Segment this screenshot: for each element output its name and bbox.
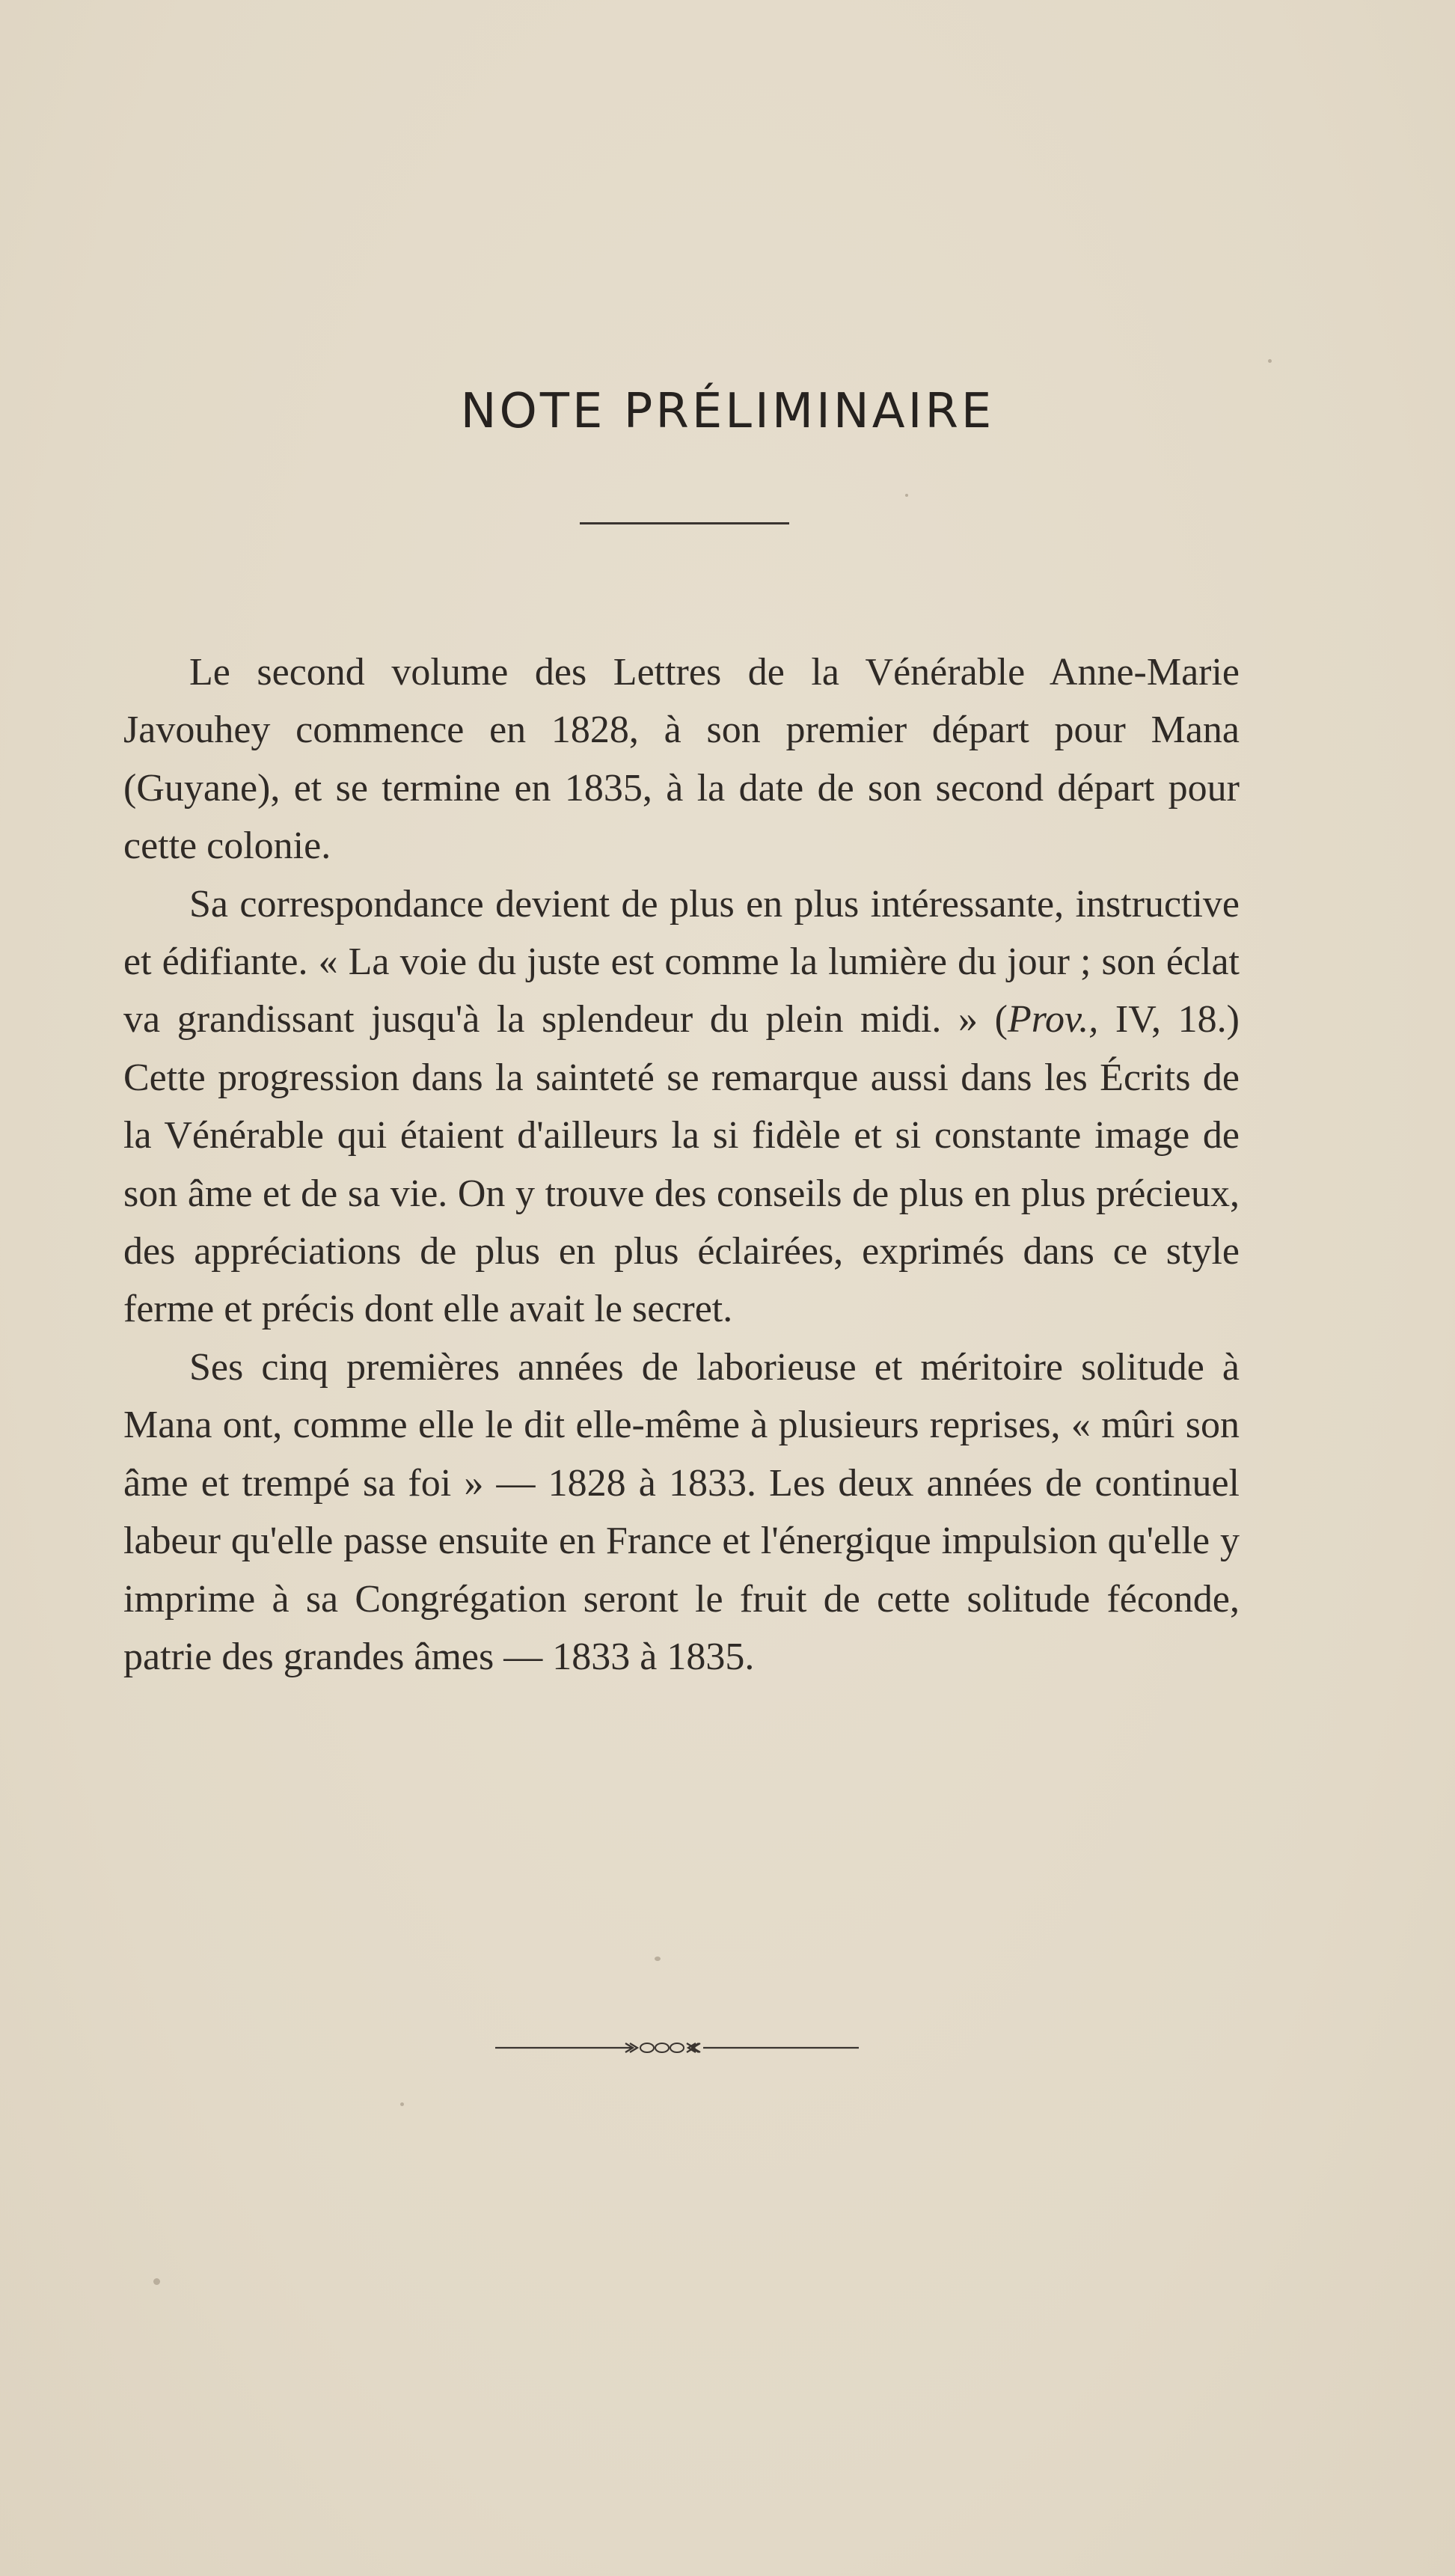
paper-speck (655, 1957, 661, 1961)
paper-speck (400, 2102, 404, 2106)
paragraph-3 (123, 1339, 1240, 1686)
paragraph-2-text-before: Sa correspondance devient de plus en plus intéressante, instructive et édifiante. « La voie du juste est comme la lumière du jour ; son éclat va grandissant jusqu'à la splendeur du plein midi. » ( (123, 882, 1240, 1041)
paragraph-1-text: Le second volume des Lettres de la Vénérable Anne-Marie Javouhey commence en 1828, à son premier départ pour Mana (Guyane), et se termine en 1835, à la date de son second départ pour cette colonie. (123, 651, 1240, 868)
ornament-divider-icon (494, 2033, 860, 2063)
page-title: NOTE PRÉLIMINAIRE (460, 384, 995, 439)
paragraph-1 (123, 643, 1240, 875)
paper-speck (1268, 359, 1272, 363)
title-divider (580, 522, 789, 524)
paper-speck (905, 494, 908, 497)
paragraph-3-text: Ses cinq premières années de laborieuse et méritoire solitude à Mana ont, comme elle le dit elle-même à plusieurs reprises, « mûri son âme et trempé sa foi » — 1828 à 1833. Les deux années de continuel labeur qu'elle passe ensuite en France et l'énergique impulsion qu'elle y imprime à sa Congrégation seront le fruit de cette solitude féconde, patrie des grandes âmes — 1833 à 1835. (123, 1345, 1240, 1678)
paragraph-2 (123, 875, 1240, 1339)
body-text (123, 643, 1240, 1686)
paragraph-2-citation: Prov., (1007, 998, 1099, 1041)
paragraph-2-text-after: IV, 18.) Cette progression dans la sainteté se remarque aussi dans les Écrits de la Vénérable qui étaient d'ailleurs la si fidèle et si constante image de son âme et de sa vie. On y trouve des conseils de plus en plus précieux, des appréciations de plus en plus éclairées, exprimés dans ce style ferme et précis dont elle avait le secret. (123, 998, 1240, 1331)
paper-speck (153, 2278, 160, 2285)
